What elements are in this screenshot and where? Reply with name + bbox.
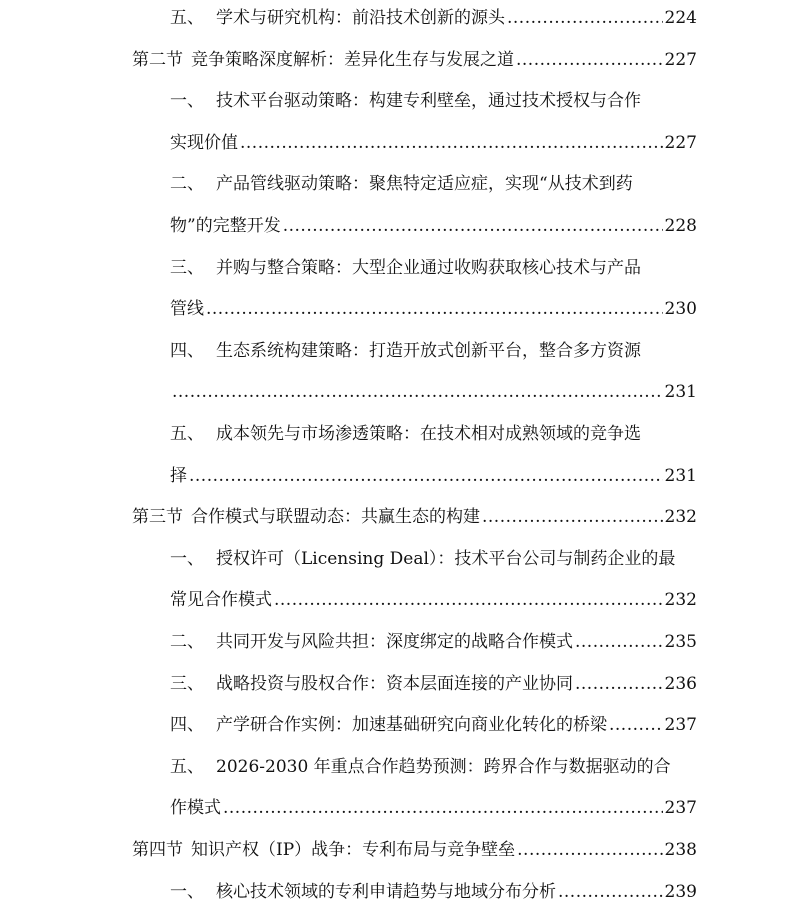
entry-title: 并购与整合策略：大型企业通过收购获取核心技术与产品 bbox=[216, 257, 641, 278]
dot-leader bbox=[482, 504, 663, 530]
dot-leader bbox=[507, 5, 663, 31]
toc-item-line bbox=[170, 88, 697, 114]
dot-leader bbox=[575, 629, 663, 655]
page-number: 235 bbox=[664, 632, 697, 652]
entry-title: 合作模式与联盟动态：共赢生态的构建 bbox=[191, 507, 480, 528]
dot-leader bbox=[609, 712, 663, 738]
item-number: 三、 bbox=[170, 257, 204, 278]
toc-cont-line bbox=[170, 587, 697, 613]
toc-cont-line bbox=[170, 296, 697, 322]
entry-title: 成本领先与市场渗透策略：在技术相对成熟领域的竞争选 bbox=[216, 424, 641, 444]
entry-title: 实现价值 bbox=[170, 132, 238, 153]
entry-title: 战略投资与股权合作：资本层面连接的产业协同 bbox=[216, 673, 573, 694]
toc-item-line bbox=[170, 5, 697, 31]
dot-leader bbox=[172, 379, 663, 405]
entry-title: 技术平台驱动策略：构建专利壁垒，通过技术授权与合作 bbox=[216, 91, 641, 112]
toc-cont-line bbox=[170, 463, 697, 489]
toc-section-line bbox=[132, 837, 697, 863]
toc-item-line bbox=[170, 338, 697, 364]
page-number: 230 bbox=[664, 299, 697, 320]
toc-cont-line bbox=[170, 795, 697, 821]
item-number: 五、 bbox=[170, 424, 204, 444]
toc-item-line bbox=[170, 255, 697, 281]
entry-title: 生态系统构建策略：打造开放式创新平台，整合多方资源 bbox=[216, 340, 641, 361]
dot-leader bbox=[517, 837, 662, 863]
dot-leader bbox=[189, 463, 663, 489]
entry-title: 共同开发与风险共担：深度绑定的战略合作模式 bbox=[216, 632, 573, 652]
entry-title: 授权许可（Licensing Deal）：技术平台公司与制药企业的最 bbox=[216, 548, 676, 569]
entry-title: 物”的完整开发 bbox=[170, 216, 281, 236]
toc-cont-line bbox=[170, 379, 697, 405]
entry-title: 学术与研究机构：前沿技术创新的源头 bbox=[216, 8, 505, 28]
page-number: 238 bbox=[664, 840, 697, 860]
page-number: 231 bbox=[664, 382, 697, 403]
toc-item-line bbox=[170, 712, 697, 738]
item-number: 四、 bbox=[170, 340, 204, 361]
entry-title: 知识产权（IP）战争：专利布局与竞争壁垒 bbox=[191, 840, 516, 860]
item-number: 二、 bbox=[170, 632, 204, 652]
toc-item-line bbox=[170, 546, 697, 572]
page-number: 239 bbox=[664, 881, 697, 902]
dot-leader bbox=[223, 795, 663, 821]
page-number: 227 bbox=[664, 49, 697, 70]
item-number: 二、 bbox=[170, 174, 204, 195]
dot-leader bbox=[274, 587, 663, 613]
toc-item-line bbox=[170, 754, 697, 780]
dot-leader bbox=[240, 130, 663, 156]
dot-leader bbox=[206, 296, 663, 322]
entry-title: 择 bbox=[170, 465, 187, 486]
item-number: 五、 bbox=[170, 8, 204, 28]
entry-title: 2026-2030 年重点合作趋势预测：跨界合作与数据驱动的合 bbox=[216, 756, 671, 777]
toc-section-line bbox=[132, 504, 697, 530]
section-label: 第四节 bbox=[132, 840, 183, 860]
section-label: 第三节 bbox=[132, 507, 183, 528]
item-number: 四、 bbox=[170, 715, 204, 736]
toc-item-line bbox=[170, 421, 697, 447]
page-number: 227 bbox=[664, 132, 697, 153]
dot-leader bbox=[283, 213, 663, 239]
toc-cont-line bbox=[170, 213, 697, 239]
page-number: 232 bbox=[664, 507, 697, 528]
item-number: 一、 bbox=[170, 91, 204, 112]
entry-title: 作模式 bbox=[170, 798, 221, 819]
toc-section-line bbox=[132, 47, 697, 73]
page-number: 228 bbox=[664, 216, 697, 236]
entry-title: 管线 bbox=[170, 299, 204, 320]
page-number: 237 bbox=[664, 798, 697, 819]
page-number: 237 bbox=[664, 715, 697, 736]
item-number: 一、 bbox=[170, 548, 204, 569]
toc-item-line bbox=[170, 879, 697, 905]
entry-title: 常见合作模式 bbox=[170, 590, 272, 611]
toc-item-line bbox=[170, 671, 697, 697]
dot-leader bbox=[575, 671, 663, 697]
entry-title: 竞争策略深度解析：差异化生存与发展之道 bbox=[191, 49, 514, 70]
item-number: 一、 bbox=[170, 881, 204, 902]
dot-leader bbox=[516, 47, 663, 73]
page-number: 236 bbox=[664, 673, 697, 694]
toc-item-line bbox=[170, 629, 697, 655]
item-number: 五、 bbox=[170, 756, 204, 777]
dot-leader bbox=[558, 879, 663, 905]
entry-title: 产学研合作实例：加速基础研究向商业化转化的桥梁 bbox=[216, 715, 607, 736]
section-label: 第二节 bbox=[132, 49, 183, 70]
entry-title: 产品管线驱动策略：聚焦特定适应症，实现“从技术到药 bbox=[216, 174, 633, 195]
page-number: 232 bbox=[664, 590, 697, 611]
toc-cont-line bbox=[170, 130, 697, 156]
entry-title: 核心技术领域的专利申请趋势与地域分布分析 bbox=[216, 881, 556, 902]
item-number: 三、 bbox=[170, 673, 204, 694]
toc-item-line bbox=[170, 171, 697, 197]
page-number: 224 bbox=[664, 8, 697, 28]
page-number: 231 bbox=[664, 465, 697, 486]
